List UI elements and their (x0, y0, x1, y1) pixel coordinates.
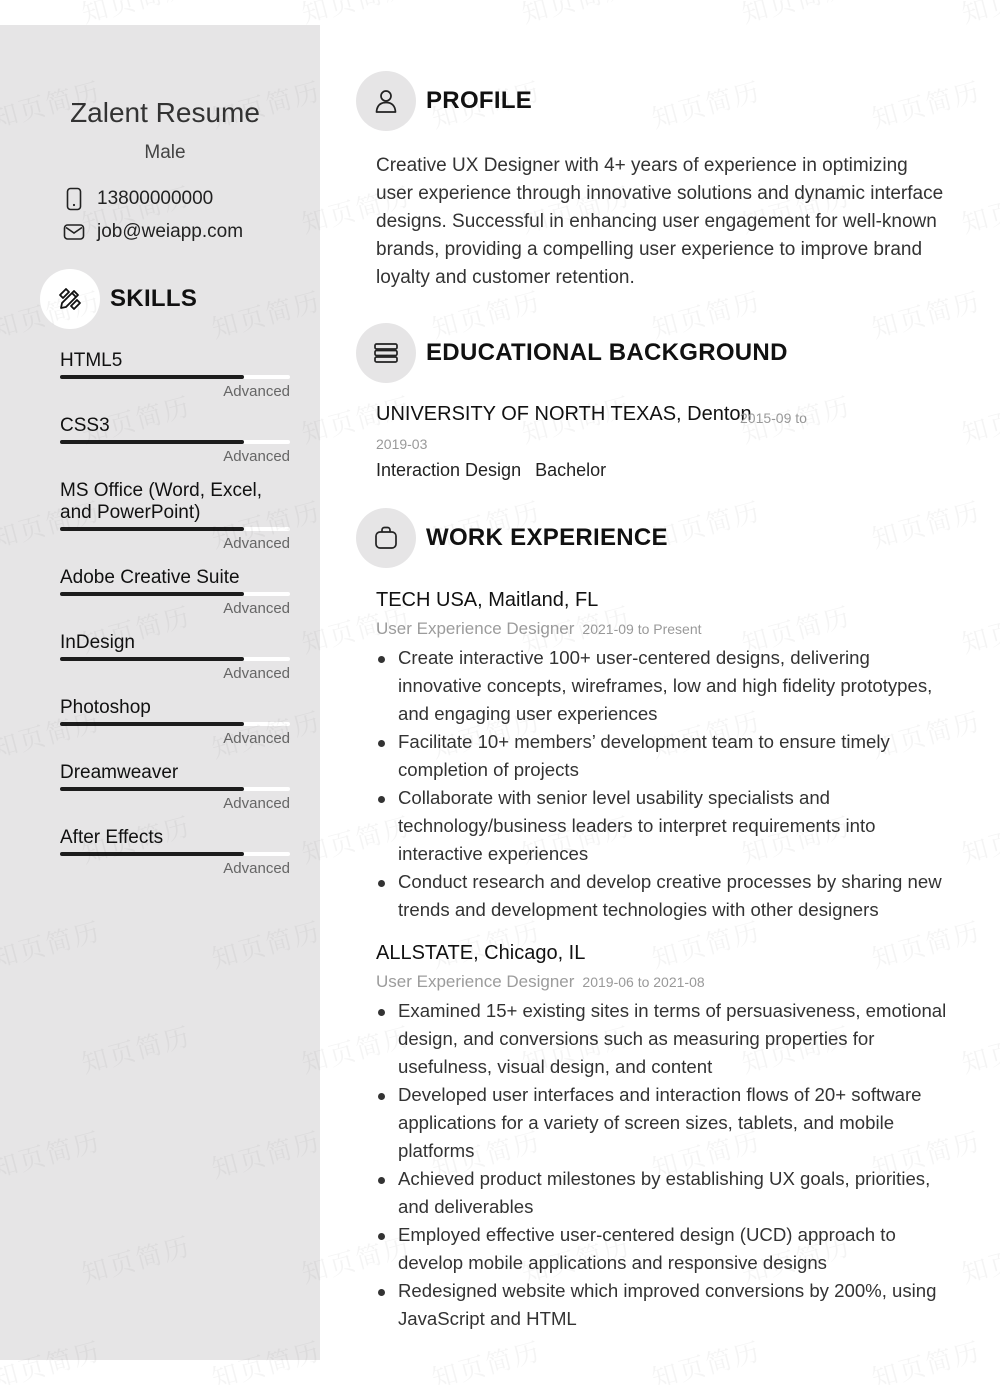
list-item: Collaborate with senior level usability specialists and technology/business leaders to interpret requirements into interactive experiences (376, 784, 956, 868)
job-role: User Experience Designer (376, 972, 575, 991)
job-bullets (376, 997, 956, 1333)
skill-name: Dreamweaver (60, 762, 179, 783)
pencil-ruler-icon (57, 286, 83, 312)
skill-level: Advanced (223, 795, 290, 812)
skill-level: Advanced (223, 730, 290, 747)
skill-item (60, 762, 290, 812)
list-item: Achieved product milestones by establishing UX goals, priorities, and deliverables (376, 1165, 956, 1221)
job-dates: 2021-09 to Present (582, 621, 702, 637)
job-dates: 2019-06 to 2021-08 (582, 974, 705, 990)
watermark-text (647, 1331, 765, 1385)
skill-name: Adobe Creative Suite (60, 567, 240, 588)
skill-name: After Effects (60, 827, 164, 848)
skill-level: Advanced (223, 535, 290, 552)
list-item: Developed user interfaces and interaction flows of 20+ software applications for a variety of screen sizes, tablets, and mobile platforms (376, 1081, 956, 1165)
watermark-text (957, 806, 1000, 871)
list-item: Conduct research and develop creative processes by sharing new trends and development technologies with other designers (376, 868, 956, 924)
skill-item (60, 480, 290, 552)
skill-bar-fill (60, 592, 244, 596)
contact-phone (62, 187, 213, 211)
profile-icon-circle (356, 71, 416, 131)
profile-header (356, 71, 532, 131)
skill-bar-fill (60, 787, 244, 791)
watermark-text (427, 1331, 545, 1385)
education-degree: Bachelor (535, 460, 607, 480)
skill-bar (60, 527, 290, 531)
phone-number: 13800000000 (97, 188, 214, 209)
watermark-text (957, 596, 1000, 661)
education-date-start: 2015-09 to (740, 410, 807, 426)
skill-bar-fill (60, 527, 244, 531)
watermark-text (957, 1016, 1000, 1081)
sidebar (0, 25, 320, 1360)
profile-title: PROFILE (426, 87, 533, 114)
watermark-text (957, 176, 1000, 241)
skills-title: SKILLS (110, 285, 198, 312)
skill-item (60, 697, 290, 747)
job-company: TECH USA, Maitland, FL (376, 589, 599, 611)
skill-item (60, 567, 290, 617)
skill-name: MS Office (Word, Excel, and PowerPoint) (60, 480, 263, 523)
education-title: EDUCATIONAL BACKGROUND (426, 339, 788, 366)
watermark-text (737, 0, 855, 31)
phone-icon (62, 187, 86, 211)
skill-item (60, 350, 290, 400)
profile-summary: Creative UX Designer with 4+ years of experience in optimizing user experience through innovative solutions and dynamic interface designs. Successful in enhancing user engagement for well-known brands, providing a compelling user experience to improve brand loyalty and customer retention. (376, 155, 944, 288)
skill-name: HTML5 (60, 350, 123, 371)
education-header (356, 323, 788, 383)
skill-bar (60, 722, 290, 726)
watermark-text (647, 71, 765, 136)
skill-bar (60, 592, 290, 596)
skill-bar-fill (60, 657, 244, 661)
work-title: WORK EXPERIENCE (426, 524, 668, 551)
job-role: User Experience Designer (376, 619, 575, 638)
skill-name: Photoshop (60, 697, 151, 718)
work-icon-circle (356, 508, 416, 568)
list-item: Employed effective user-centered design (UCD) approach to develop mobile applications and responsive designs (376, 1221, 956, 1277)
envelope-icon (62, 220, 86, 244)
education-icon-circle (356, 323, 416, 383)
skill-bar (60, 440, 290, 444)
skill-bar-fill (60, 440, 244, 444)
watermark-text (867, 491, 985, 556)
watermark-text (867, 1331, 985, 1385)
skill-name: InDesign (60, 632, 135, 653)
job-role-line (376, 619, 702, 639)
skill-bar-fill (60, 375, 244, 379)
watermark-text (867, 71, 985, 136)
skill-name: CSS3 (60, 415, 110, 436)
skill-bar (60, 375, 290, 379)
work-header (356, 508, 668, 568)
skill-bar (60, 657, 290, 661)
watermark-text (957, 0, 1000, 31)
skill-level: Advanced (223, 383, 290, 400)
watermark-text (957, 386, 1000, 451)
candidate-gender: Male (144, 142, 186, 163)
skill-level: Advanced (223, 860, 290, 877)
skill-level: Advanced (223, 665, 290, 682)
email-address: job@weiapp.com (97, 221, 244, 242)
watermark-text (957, 1226, 1000, 1291)
school-name: UNIVERSITY OF NORTH TEXAS, Denton (376, 403, 752, 425)
contact-email (62, 220, 243, 244)
skill-item (60, 827, 290, 877)
skill-bar (60, 787, 290, 791)
job-company: ALLSTATE, Chicago, IL (376, 942, 586, 964)
books-icon (373, 342, 399, 364)
user-icon (373, 88, 399, 114)
job-bullets (376, 644, 956, 924)
candidate-name: Zalent Resume (70, 97, 260, 128)
job-role-line (376, 972, 705, 992)
education-major: Interaction Design (376, 460, 522, 480)
skill-level: Advanced (223, 448, 290, 465)
skill-bar-fill (60, 722, 244, 726)
skill-item (60, 415, 290, 465)
skill-level: Advanced (223, 600, 290, 617)
watermark-text (517, 0, 635, 31)
skill-item (60, 632, 290, 682)
education-major-degree (376, 460, 606, 481)
skills-icon-circle (40, 269, 100, 329)
list-item: Examined 15+ existing sites in terms of persuasiveness, emotional design, and conversions such as measuring properties for usefulness, visual design, and content (376, 997, 956, 1081)
list-item: Create interactive 100+ user-centered designs, delivering innovative concepts, wireframes, low and high fidelity prototypes, and engaging user experiences (376, 644, 956, 728)
skill-bar (60, 852, 290, 856)
skill-bar-fill (60, 852, 244, 856)
education-date-end: 2019-03 (376, 436, 428, 452)
list-item: Facilitate 10+ members’ development team to ensure timely completion of projects (376, 728, 956, 784)
list-item: Redesigned website which improved conversions by 200%, using JavaScript and HTML (376, 1277, 956, 1333)
briefcase-icon (373, 525, 399, 551)
skills-header (40, 269, 197, 329)
